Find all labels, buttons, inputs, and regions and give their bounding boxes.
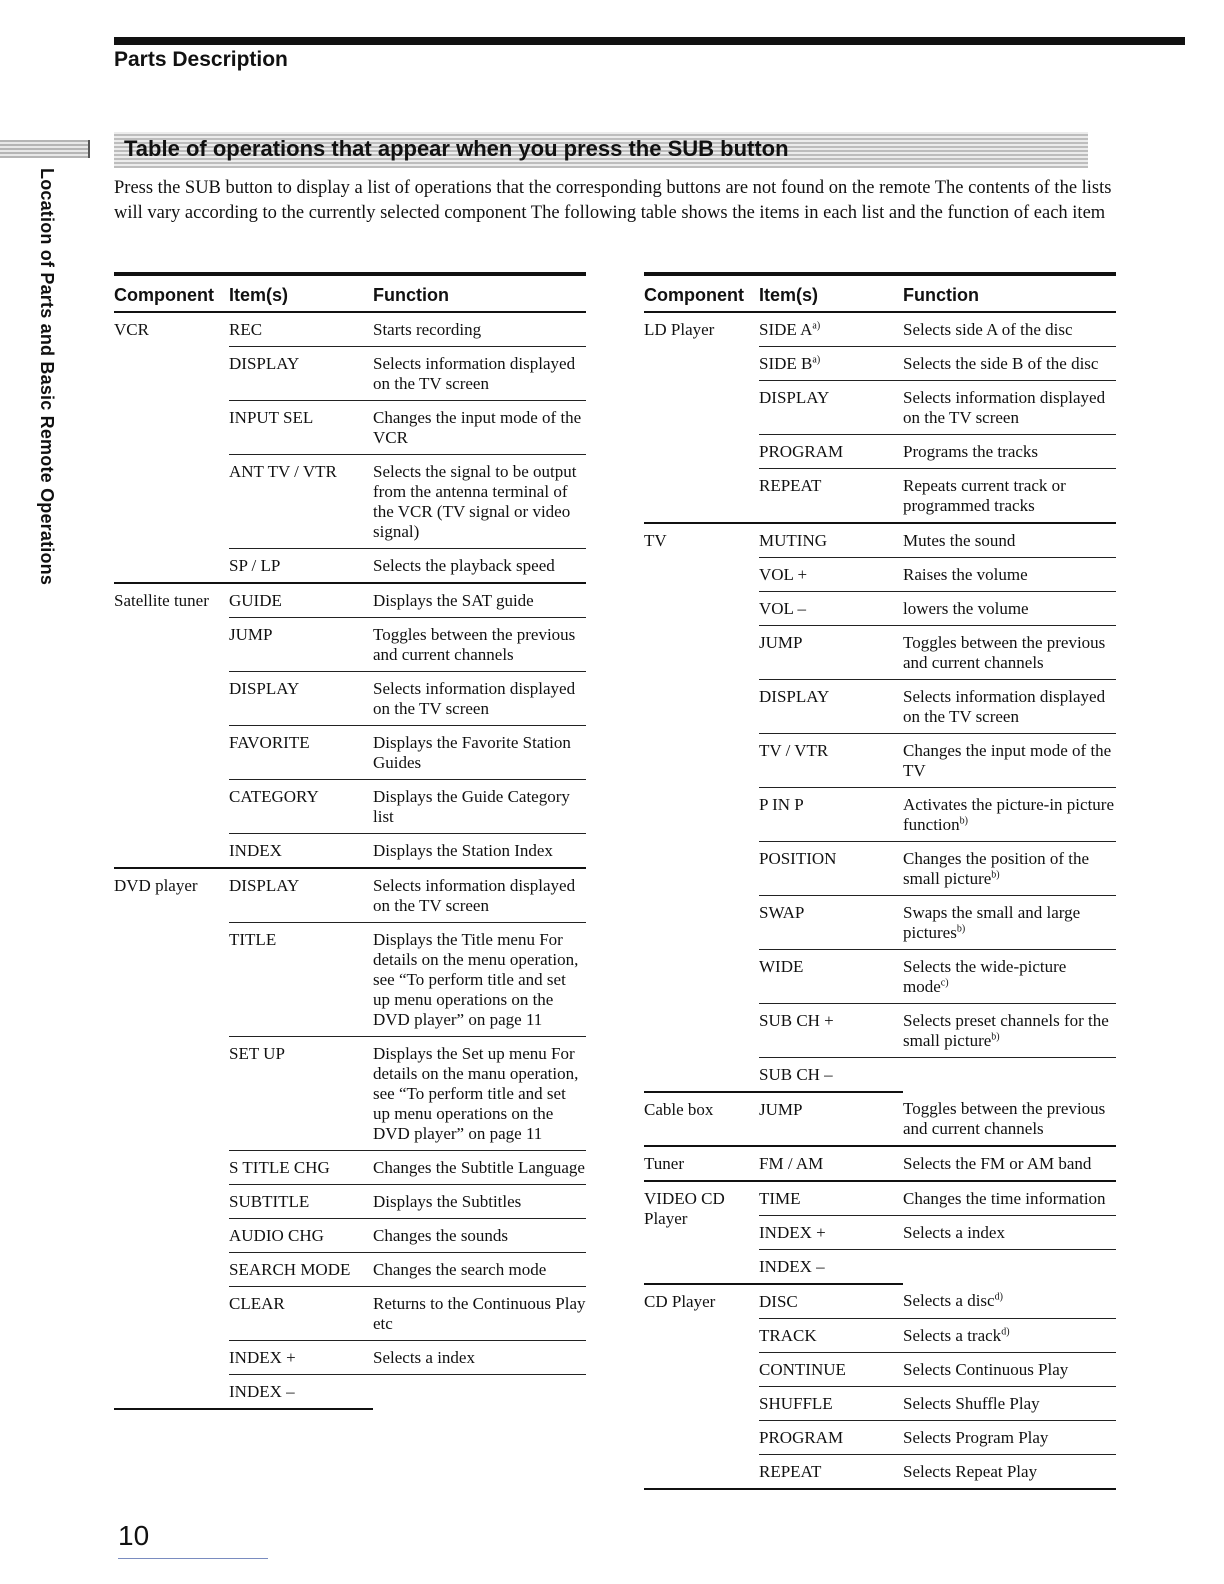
- function-cell: [903, 558, 1116, 592]
- item-label: SP / LP: [229, 556, 281, 575]
- item-label: INPUT SEL: [229, 408, 314, 427]
- item-label: INDEX –: [759, 1257, 825, 1276]
- function-text: Displays the Favorite Station Guides: [373, 733, 571, 772]
- function-cell: [903, 523, 1116, 558]
- item-cell: [229, 583, 373, 618]
- item-label: DISPLAY: [759, 687, 830, 706]
- function-cell: [903, 1216, 1116, 1250]
- function-cell: [903, 1250, 1116, 1285]
- item-label: TV / VTR: [759, 741, 829, 760]
- footnote-marker: b): [991, 1031, 1000, 1043]
- item-label: DISPLAY: [229, 876, 300, 895]
- function-text: Displays the Subtitles: [373, 1192, 522, 1211]
- function-cell: [373, 401, 586, 455]
- item-cell: [229, 726, 373, 780]
- function-text: Selects the signal to be output from the antenna terminal of the VCR (TV signal or video signal): [373, 462, 577, 541]
- item-label: VOL +: [759, 565, 808, 584]
- function-text: Selects the side B of the disc: [903, 354, 1099, 373]
- function-cell: [373, 726, 586, 780]
- item-cell: [759, 1216, 903, 1250]
- side-tab: [0, 140, 90, 158]
- function-cell: [373, 834, 586, 869]
- item-cell: [759, 896, 903, 950]
- item-cell: [759, 1353, 903, 1387]
- left-operations-table: [114, 272, 586, 1410]
- item-label: DISPLAY: [229, 354, 300, 373]
- item-label: POSITION: [759, 849, 837, 868]
- item-label: CONTINUE: [759, 1360, 846, 1379]
- item-label: GUIDE: [229, 591, 282, 610]
- item-cell: [759, 1421, 903, 1455]
- item-cell: [229, 923, 373, 1037]
- item-label: WIDE: [759, 957, 804, 976]
- function-text: Displays the Station Index: [373, 841, 553, 860]
- function-text: Returns to the Continuous Play etc: [373, 1294, 586, 1333]
- component-cell: VCR: [114, 312, 229, 583]
- item-label: FAVORITE: [229, 733, 310, 752]
- item-cell: [759, 1319, 903, 1353]
- component-cell: Cable box: [644, 1092, 759, 1146]
- item-cell: [229, 618, 373, 672]
- item-label: SWAP: [759, 903, 805, 922]
- item-label: JUMP: [759, 633, 803, 652]
- component-cell: CD Player: [644, 1284, 759, 1489]
- function-cell: [903, 1421, 1116, 1455]
- item-label: SET UP: [229, 1044, 285, 1063]
- column-header-items: Item(s): [229, 274, 373, 312]
- table-row: [114, 583, 586, 618]
- function-cell: [903, 469, 1116, 524]
- item-label: SIDE A: [759, 320, 813, 339]
- function-cell: [903, 626, 1116, 680]
- component-cell: LD Player: [644, 312, 759, 523]
- function-text: Selects a index: [373, 1348, 475, 1367]
- table-row: [644, 312, 1116, 347]
- function-text: Displays the Guide Category list: [373, 787, 570, 826]
- item-label: JUMP: [229, 625, 273, 644]
- intro-paragraph: Press the SUB button to display a list of operations that the corresponding buttons are not found on the remote The contents of the lists will vary according to the currently selected component The following table shows the items in each list and the function of each item: [114, 178, 1112, 223]
- function-cell: [373, 549, 586, 584]
- function-cell: [903, 950, 1116, 1004]
- component-cell: DVD player: [114, 868, 229, 1409]
- function-text: Repeats current track or programmed tracks: [903, 476, 1066, 515]
- function-text: Selects preset channels for the small picture: [903, 1011, 1109, 1050]
- item-cell: [229, 1185, 373, 1219]
- item-label: SUB CH +: [759, 1011, 834, 1030]
- function-cell: [903, 381, 1116, 435]
- component-cell: Satellite tuner: [114, 583, 229, 868]
- function-cell: [903, 1004, 1116, 1058]
- function-cell: [903, 1092, 1116, 1146]
- item-cell: [229, 1341, 373, 1375]
- item-cell: [759, 1181, 903, 1216]
- component-cell: Tuner: [644, 1146, 759, 1181]
- function-text: Changes the sounds: [373, 1226, 509, 1245]
- item-cell: [759, 1250, 903, 1285]
- item-label: REPEAT: [759, 476, 822, 495]
- item-cell: [759, 312, 903, 347]
- function-cell: [373, 923, 586, 1037]
- item-cell: [229, 780, 373, 834]
- item-cell: [229, 347, 373, 401]
- item-cell: [759, 381, 903, 435]
- column-header-component: Component: [114, 274, 229, 312]
- function-cell: [373, 583, 586, 618]
- banner-title: Table of operations that appear when you press the SUB button: [124, 136, 789, 161]
- function-text: Selects the wide-picture mode: [903, 957, 1067, 996]
- function-cell: [903, 347, 1116, 381]
- item-label: P IN P: [759, 795, 804, 814]
- function-text: Selects information displayed on the TV screen: [373, 679, 576, 718]
- function-text: Displays the SAT guide: [373, 591, 534, 610]
- function-text: Changes the time information: [903, 1189, 1106, 1208]
- section-title: Parts Description: [114, 48, 288, 71]
- function-text: Toggles between the previous and current channels: [903, 633, 1106, 672]
- function-cell: [903, 680, 1116, 734]
- function-cell: [903, 734, 1116, 788]
- function-text: Mutes the sound: [903, 531, 1016, 550]
- footnote-marker: a): [812, 354, 821, 366]
- table-row: [644, 1284, 1116, 1319]
- item-cell: [759, 734, 903, 788]
- item-cell: [229, 834, 373, 869]
- function-cell: [373, 1375, 586, 1410]
- table-row: [644, 1181, 1116, 1216]
- item-cell: [759, 558, 903, 592]
- function-cell: [373, 868, 586, 923]
- item-label: AUDIO CHG: [229, 1226, 324, 1245]
- function-cell: [373, 347, 586, 401]
- footnote-marker: d): [994, 1291, 1003, 1303]
- column-header-function: Function: [373, 274, 586, 312]
- component-cell: TV: [644, 523, 759, 1092]
- item-label: SEARCH MODE: [229, 1260, 351, 1279]
- function-text: Changes the search mode: [373, 1260, 547, 1279]
- function-text: Selects information displayed on the TV screen: [373, 876, 576, 915]
- function-cell: [903, 592, 1116, 626]
- footnote-marker: b): [991, 869, 1000, 881]
- item-label: REC: [229, 320, 263, 339]
- item-cell: [759, 592, 903, 626]
- function-cell: [903, 1455, 1116, 1490]
- item-label: SUB CH –: [759, 1065, 833, 1084]
- function-cell: [373, 455, 586, 549]
- item-cell: [759, 1058, 903, 1093]
- item-label: MUTING: [759, 531, 827, 550]
- function-cell: [903, 788, 1116, 842]
- function-cell: [373, 1151, 586, 1185]
- function-text: Changes the input mode of the TV: [903, 741, 1112, 780]
- function-text: Selects the playback speed: [373, 556, 555, 575]
- item-cell: [759, 347, 903, 381]
- item-label: CLEAR: [229, 1294, 285, 1313]
- item-cell: [759, 435, 903, 469]
- function-text: Selects a disc: [903, 1291, 995, 1310]
- function-text: Swaps the small and large pictures: [903, 903, 1081, 942]
- item-label: SUBTITLE: [229, 1192, 310, 1211]
- side-label: [35, 168, 57, 628]
- item-label: CATEGORY: [229, 787, 319, 806]
- header-rule: [114, 37, 1185, 45]
- item-cell: [759, 680, 903, 734]
- item-label: PROGRAM: [759, 1428, 844, 1447]
- item-label: TITLE: [229, 930, 277, 949]
- footnote-marker: a): [812, 320, 821, 332]
- item-cell: [759, 1387, 903, 1421]
- item-label: INDEX: [229, 841, 282, 860]
- function-text: Toggles between the previous and current channels: [903, 1099, 1106, 1138]
- item-label: DISPLAY: [759, 388, 830, 407]
- function-cell: [373, 1253, 586, 1287]
- item-cell: [759, 626, 903, 680]
- item-label: S TITLE CHG: [229, 1158, 330, 1177]
- item-cell: [759, 1284, 903, 1319]
- item-cell: [229, 868, 373, 923]
- item-cell: [759, 1004, 903, 1058]
- page-number: 10: [118, 1520, 150, 1551]
- function-cell: [373, 1341, 586, 1375]
- function-text: Selects Continuous Play: [903, 1360, 1069, 1379]
- item-cell: [229, 549, 373, 584]
- function-cell: [373, 312, 586, 347]
- function-cell: [373, 1037, 586, 1151]
- column-header-component: Component: [644, 274, 759, 312]
- function-cell: [903, 312, 1116, 347]
- function-cell: [903, 1387, 1116, 1421]
- item-label: INDEX +: [759, 1223, 826, 1242]
- function-text: Displays the Set up menu For details on the manu operation, see “To perform title and set up menu operations on the DVD player” on page 11: [373, 1044, 579, 1143]
- item-cell: [759, 788, 903, 842]
- function-text: Starts recording: [373, 320, 482, 339]
- item-cell: [759, 1455, 903, 1490]
- function-cell: [373, 618, 586, 672]
- item-label: TRACK: [759, 1326, 817, 1345]
- function-cell: [903, 1146, 1116, 1181]
- item-label: SIDE B: [759, 354, 813, 373]
- item-cell: [229, 1375, 373, 1410]
- item-cell: [229, 1253, 373, 1287]
- function-cell: [903, 1284, 1116, 1319]
- function-text: Selects Program Play: [903, 1428, 1049, 1447]
- column-header-items: Item(s): [759, 274, 903, 312]
- item-cell: [229, 1219, 373, 1253]
- function-text: Raises the volume: [903, 565, 1028, 584]
- function-text: Selects a track: [903, 1326, 1002, 1345]
- function-cell: [373, 1185, 586, 1219]
- function-cell: [373, 1287, 586, 1341]
- function-text: Changes the position of the small picture: [903, 849, 1090, 888]
- table-row: [644, 523, 1116, 558]
- function-cell: [903, 1319, 1116, 1353]
- function-text: Selects Repeat Play: [903, 1462, 1038, 1481]
- item-label: JUMP: [759, 1100, 803, 1119]
- function-cell: [903, 1181, 1116, 1216]
- function-text: Displays the Title menu For details on the menu operation, see “To perform title and set up menu operations on the DVD player” on page 11: [373, 930, 579, 1029]
- page-number-rule: [118, 1558, 268, 1559]
- item-label: FM / AM: [759, 1154, 824, 1173]
- footnote-marker: c): [940, 977, 949, 989]
- item-label: DISPLAY: [229, 679, 300, 698]
- right-operations-table: [644, 272, 1116, 1490]
- item-cell: [229, 312, 373, 347]
- item-cell: [759, 1092, 903, 1146]
- item-cell: [229, 1037, 373, 1151]
- function-text: Selects the FM or AM band: [903, 1154, 1092, 1173]
- function-text: Activates the picture-in picture function: [903, 795, 1114, 834]
- side-label-text: Location of Parts and Basic Remote Operations: [37, 168, 57, 586]
- table-row: [644, 1092, 1116, 1146]
- function-cell: [373, 672, 586, 726]
- function-text: Selects Shuffle Play: [903, 1394, 1040, 1413]
- item-cell: [229, 455, 373, 549]
- item-cell: [229, 401, 373, 455]
- item-label: INDEX –: [229, 1382, 295, 1401]
- item-label: VOL –: [759, 599, 807, 618]
- footnote-marker: d): [1001, 1326, 1010, 1338]
- item-label: ANT TV / VTR: [229, 462, 337, 481]
- item-cell: [229, 1287, 373, 1341]
- function-cell: [903, 435, 1116, 469]
- function-text: Toggles between the previous and current channels: [373, 625, 576, 664]
- item-cell: [759, 523, 903, 558]
- item-label: REPEAT: [759, 1462, 822, 1481]
- item-label: SHUFFLE: [759, 1394, 833, 1413]
- function-text: Changes the input mode of the VCR: [373, 408, 582, 447]
- function-cell: [903, 896, 1116, 950]
- function-text: Selects information displayed on the TV screen: [903, 687, 1106, 726]
- item-cell: [229, 672, 373, 726]
- function-cell: [903, 842, 1116, 896]
- item-cell: [759, 1146, 903, 1181]
- table-row: [114, 868, 586, 923]
- item-label: INDEX +: [229, 1348, 296, 1367]
- footnote-marker: b): [959, 815, 968, 827]
- function-text: Changes the Subtitle Language: [373, 1158, 585, 1177]
- item-label: DISC: [759, 1292, 798, 1311]
- item-cell: [759, 469, 903, 524]
- item-label: PROGRAM: [759, 442, 844, 461]
- function-cell: [373, 780, 586, 834]
- function-cell: [903, 1058, 1116, 1093]
- table-row: [644, 1146, 1116, 1181]
- function-text: Selects information displayed on the TV screen: [373, 354, 576, 393]
- function-text: Selects a index: [903, 1223, 1005, 1242]
- column-header-function: Function: [903, 274, 1116, 312]
- table-row: [114, 312, 586, 347]
- item-label: TIME: [759, 1189, 801, 1208]
- function-text: Programs the tracks: [903, 442, 1039, 461]
- function-cell: [903, 1353, 1116, 1387]
- item-cell: [759, 842, 903, 896]
- function-text: lowers the volume: [903, 599, 1029, 618]
- function-cell: [373, 1219, 586, 1253]
- item-cell: [229, 1151, 373, 1185]
- function-text: Selects information displayed on the TV screen: [903, 388, 1106, 427]
- function-text: Selects side A of the disc: [903, 320, 1073, 339]
- component-cell: VIDEO CD Player: [644, 1181, 759, 1284]
- item-cell: [759, 950, 903, 1004]
- footnote-marker: b): [956, 923, 966, 935]
